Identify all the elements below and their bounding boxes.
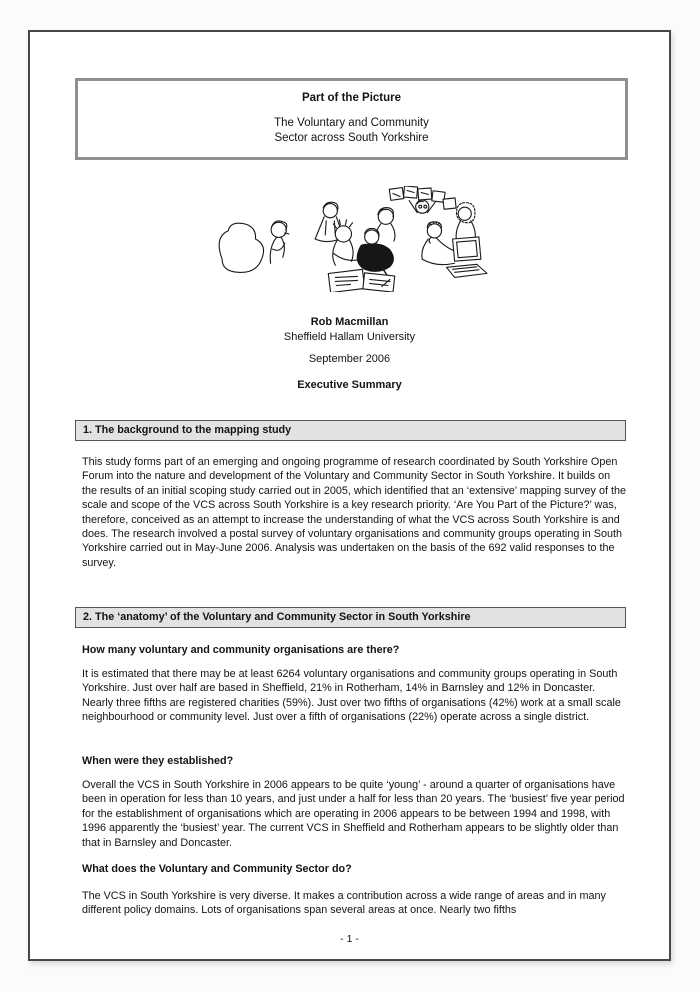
- executive-summary-label: Executive Summary: [297, 379, 402, 391]
- author-block: [30, 315, 669, 393]
- report-page: [28, 30, 671, 961]
- section-1-paragraph: This study forms part of an emerging and ongoing programme of research coordinated by South Yorkshire Open Forum into the nature and development of the Voluntary and Community Sector in South Yorkshire. It builds on the results of an initial scoping study carried out in 2005, which identified that an ‘extensive’ mapping survey of the scale and scope of the VCS across South Yorkshire is a key research priority. ‘Are You Part of the Picture?’ was, therefore, conceived as an attempt to increase the understanding of what the VCS across South Yorkshire is and does. The research involved a postal survey of voluntary organisations and community groups operating in South Yorkshire carried out in May-June 2006. Analysis was undertaken on the basis of the 692 valid responses to the survey.: [82, 456, 626, 569]
- paragraph-when-established: Overall the VCS in South Yorkshire in 2006 appears to be quite ‘young’ - around a quarter of organisations have been in operation for less than 10 years, and just under a half for less than 20 years. The ‘busiest’ five year period for the establishment of organisations which are operating in 2006 appears to be between 1994 and 1998, with 1996 apparently the ‘busiest’ year. The current VCS in Sheffield and Rotherham appears to be slightly older than that in Barnsley and Doncaster.: [82, 779, 625, 849]
- document-title: Part of the Picture: [301, 92, 402, 104]
- title-box: [75, 78, 628, 160]
- author-affiliation: Sheffield Hallam University: [283, 331, 416, 343]
- section-heading-background: 1. The background to the mapping study: [75, 420, 626, 441]
- subheading-when-established: When were they established?: [82, 755, 234, 767]
- subheading-what-does-vcs-do: What does the Voluntary and Community Sector do?: [82, 863, 352, 875]
- section-heading-anatomy: 2. The ‘anatomy’ of the Voluntary and Community Sector in South Yorkshire: [75, 607, 626, 628]
- paragraph-what-does-vcs-do: The VCS in South Yorkshire is very diverse. It makes a contribution across a wide range of areas and in many different policy domains. Lots of organisations span several areas at once. Nearly two fifths: [82, 890, 606, 917]
- author-name: Rob Macmillan: [310, 316, 389, 328]
- document-subtitle-line2: Sector across South Yorkshire: [274, 132, 429, 144]
- paragraph-how-many-organisations: It is estimated that there may be at least 6264 voluntary organisations and community groups operating in South Yorkshire. Just over half are based in Sheffield, 21% in Rotherham, 14% in Barnsley and 12% in Doncaster. Nearly three fifths are registered charities (59%). Just over two fifths of organisations (42%) work at a small scale neighbourhood or community level. Just over a fifth of organisations (22%) operate across a single district.: [82, 668, 621, 724]
- group-meeting-illustration: [212, 186, 490, 292]
- report-date: September 2006: [308, 353, 391, 365]
- document-subtitle-line1: The Voluntary and Community: [274, 117, 429, 129]
- subheading-how-many-organisations: How many voluntary and community organisations are there?: [82, 644, 400, 656]
- page-number: - 1 -: [340, 933, 359, 945]
